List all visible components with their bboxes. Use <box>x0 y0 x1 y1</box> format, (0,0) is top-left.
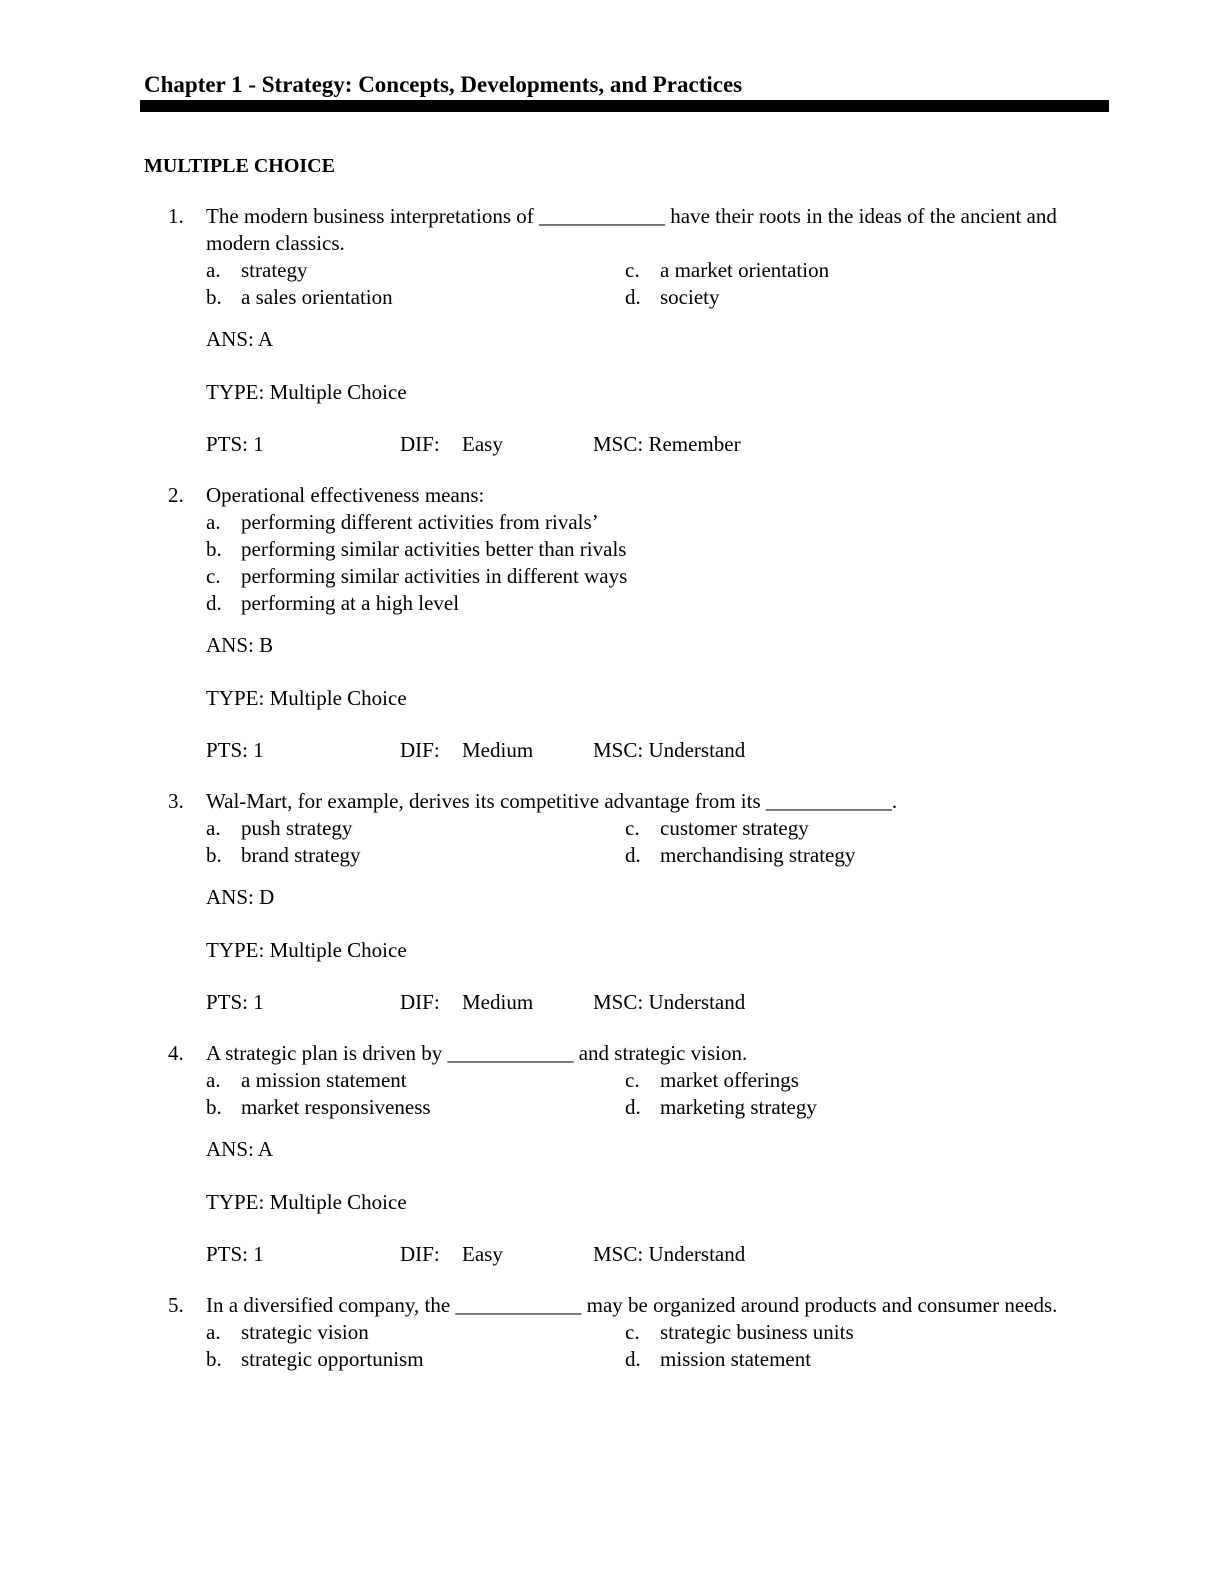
option-label: b. <box>206 537 222 561</box>
option-text: market offerings <box>660 1068 799 1092</box>
question-3 <box>0 788 1224 1040</box>
option-label: d. <box>625 1347 641 1371</box>
options-row <box>206 284 1224 311</box>
options-row <box>206 815 1224 842</box>
question-meta-row <box>206 737 1224 764</box>
question-number: 4. <box>168 1041 184 1065</box>
option-label: a. <box>206 1068 221 1092</box>
answer-option <box>206 536 1224 563</box>
points: PTS: 1 <box>206 1242 264 1266</box>
points: PTS: 1 <box>206 432 264 456</box>
question-number: 3. <box>168 789 184 813</box>
difficulty-label: DIF: <box>400 738 440 762</box>
option-label: b. <box>206 285 222 309</box>
answer-options <box>206 1319 1224 1373</box>
answer-key: ANS: B <box>206 633 274 657</box>
option-label: c. <box>625 1068 640 1092</box>
option-text: a sales orientation <box>241 285 393 309</box>
msc-category: MSC: Understand <box>593 1242 746 1266</box>
question-2 <box>0 482 1224 788</box>
answer-key: ANS: D <box>206 885 275 909</box>
question-5 <box>0 1292 1224 1373</box>
option-text: marketing strategy <box>660 1095 817 1119</box>
option-label: c. <box>625 816 640 840</box>
difficulty-label: DIF: <box>400 1242 440 1266</box>
options-row <box>206 1346 1224 1373</box>
question-meta-row <box>206 431 1224 458</box>
question-spacer <box>0 764 1224 788</box>
options-row <box>206 257 1224 284</box>
options-row <box>206 1319 1224 1346</box>
option-text: strategic vision <box>241 1320 369 1344</box>
msc-category: MSC: Understand <box>593 990 746 1014</box>
question-text: In a diversified company, the ____________ may be organized around products and consumer needs. <box>206 1293 1058 1317</box>
question-list <box>0 203 1224 1373</box>
difficulty-value: Medium <box>462 738 534 762</box>
question-spacer <box>0 1268 1224 1292</box>
question-type: TYPE: Multiple Choice <box>206 380 407 404</box>
question-number: 5. <box>168 1293 184 1317</box>
option-label: a. <box>206 510 221 534</box>
answer-option <box>206 590 1224 617</box>
option-text: society <box>660 285 720 309</box>
question-number: 1. <box>168 204 184 228</box>
section-heading: MULTIPLE CHOICE <box>144 155 335 177</box>
answer-options <box>206 1067 1224 1121</box>
msc-category: MSC: Understand <box>593 738 746 762</box>
points: PTS: 1 <box>206 990 264 1014</box>
question-1 <box>0 203 1224 482</box>
answer-option <box>206 563 1224 590</box>
question-spacer <box>0 1016 1224 1040</box>
options-row <box>206 842 1224 869</box>
options-row <box>206 1094 1224 1121</box>
option-label: d. <box>625 285 641 309</box>
answer-option <box>206 509 1224 536</box>
option-label: d. <box>625 843 641 867</box>
question-text: Operational effectiveness means: <box>206 483 485 507</box>
option-label: c. <box>625 1320 640 1344</box>
option-text: push strategy <box>241 816 353 840</box>
answer-options <box>206 509 1224 617</box>
option-label: d. <box>206 591 222 615</box>
question-spacer <box>0 458 1224 482</box>
option-label: a. <box>206 1320 221 1344</box>
answer-options <box>206 257 1224 311</box>
option-text: mission statement <box>660 1347 812 1371</box>
difficulty-value: Medium <box>462 990 534 1014</box>
question-text: A strategic plan is driven by ____________ and strategic vision. <box>206 1041 748 1065</box>
option-text: strategic business units <box>660 1320 854 1344</box>
option-label: b. <box>206 843 222 867</box>
points: PTS: 1 <box>206 738 264 762</box>
answer-key: ANS: A <box>206 1137 274 1161</box>
option-text: performing at a high level <box>241 591 460 615</box>
option-text: brand strategy <box>241 843 361 867</box>
option-label: a. <box>206 816 221 840</box>
msc-category: MSC: Remember <box>593 432 741 456</box>
answer-key: ANS: A <box>206 327 274 351</box>
option-text: performing similar activities in different ways <box>241 564 628 588</box>
option-text: a mission statement <box>241 1068 407 1092</box>
question-4 <box>0 1040 1224 1292</box>
question-type: TYPE: Multiple Choice <box>206 938 407 962</box>
question-type: TYPE: Multiple Choice <box>206 686 407 710</box>
option-label: c. <box>206 564 221 588</box>
option-text: customer strategy <box>660 816 809 840</box>
option-label: c. <box>625 258 640 282</box>
option-label: a. <box>206 258 221 282</box>
difficulty-value: Easy <box>462 1242 503 1266</box>
option-text: strategy <box>241 258 308 282</box>
option-label: b. <box>206 1095 222 1119</box>
question-meta-row <box>206 1241 1224 1268</box>
difficulty-label: DIF: <box>400 990 440 1014</box>
question-type: TYPE: Multiple Choice <box>206 1190 407 1214</box>
question-number: 2. <box>168 483 184 507</box>
option-text: performing similar activities better than rivals <box>241 537 627 561</box>
question-text: The modern business interpretations of ____________ have their roots in the ideas of the ancient and modern classics. <box>206 204 1057 255</box>
chapter-title: Chapter 1 - Strategy: Concepts, Developments, and Practices <box>144 72 743 97</box>
question-text: Wal-Mart, for example, derives its competitive advantage from its ____________. <box>206 789 898 813</box>
option-text: merchandising strategy <box>660 843 856 867</box>
question-meta-row <box>206 989 1224 1016</box>
option-label: d. <box>625 1095 641 1119</box>
answer-options <box>206 815 1224 869</box>
option-text: strategic opportunism <box>241 1347 424 1371</box>
title-rule <box>140 100 1109 112</box>
option-label: b. <box>206 1347 222 1371</box>
option-text: market responsiveness <box>241 1095 431 1119</box>
options-row <box>206 1067 1224 1094</box>
difficulty-label: DIF: <box>400 432 440 456</box>
difficulty-value: Easy <box>462 432 503 456</box>
option-text: performing different activities from rivals’ <box>241 510 599 534</box>
option-text: a market orientation <box>660 258 830 282</box>
